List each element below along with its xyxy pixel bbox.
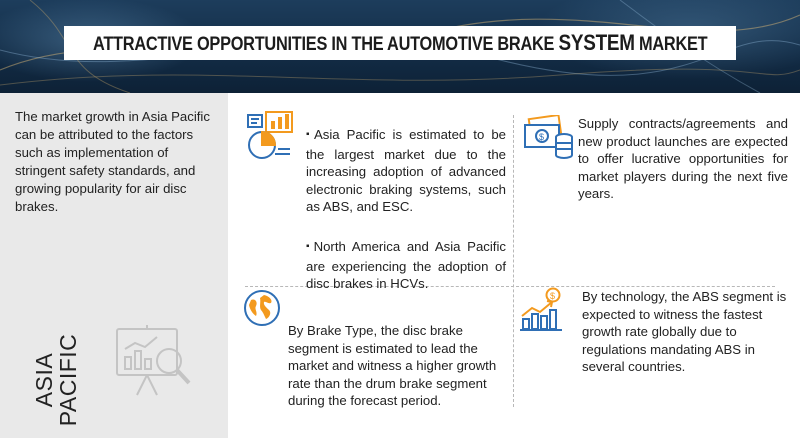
insight-bullet-2-text: North America and Asia Pacific are experiencing the adoption of disc brakes in HCVs. (306, 239, 506, 291)
globe-icon (242, 288, 282, 328)
insight-bullet-1 (306, 126, 506, 216)
region-description: The market growth in Asia Pacific can be attributed to the factors such as implementation of stringent safety standards, and growing popularity for air disc brakes. (15, 109, 210, 214)
vertical-divider (513, 115, 514, 407)
bullet-marker (306, 127, 314, 142)
analytics-dashboard-icon (244, 109, 296, 161)
insight-bullet-2 (306, 238, 506, 293)
page-title-part2: SYSTEM (558, 30, 635, 55)
insight-bottom-left: By Brake Type, the disc brake segment is estimated to lead the market and witness a higher growth rate than the drum brake segment during the forecast period. (288, 323, 497, 408)
insights-grid (230, 93, 800, 438)
region-label (27, 325, 85, 435)
insight-bottom-right: By technology, the ABS segment is expected to witness the fastest growth rate globally due to regulations mandating ABS in several countries. (582, 289, 787, 374)
svg-text:$: $ (550, 291, 556, 301)
page-title-part3: MARKET (634, 34, 708, 55)
growth-bar-chart-icon (518, 286, 566, 332)
presentation-chart-search-icon (113, 323, 203, 423)
region-label-text: ASIA PACIFIC (31, 333, 81, 427)
svg-text:$: $ (539, 132, 545, 142)
insight-top-right: Supply contracts/agreements and new product launches are expected to offer lucrative opportunities for market players during the next five years. (578, 116, 788, 201)
bullet-marker (306, 239, 314, 254)
page-title (93, 30, 707, 56)
page-title-part1: ATTRACTIVE OPPORTUNITIES IN THE AUTOMOTIVE BRAKE (92, 34, 559, 55)
insight-bullet-1-text: Asia Pacific is estimated to be the largest market due to the increasing adoption of advanced electronic braking systems, such as ABS, and ESC. (306, 127, 507, 214)
title-box (64, 26, 736, 60)
header-banner (0, 0, 800, 93)
money-coins-icon (522, 115, 574, 161)
